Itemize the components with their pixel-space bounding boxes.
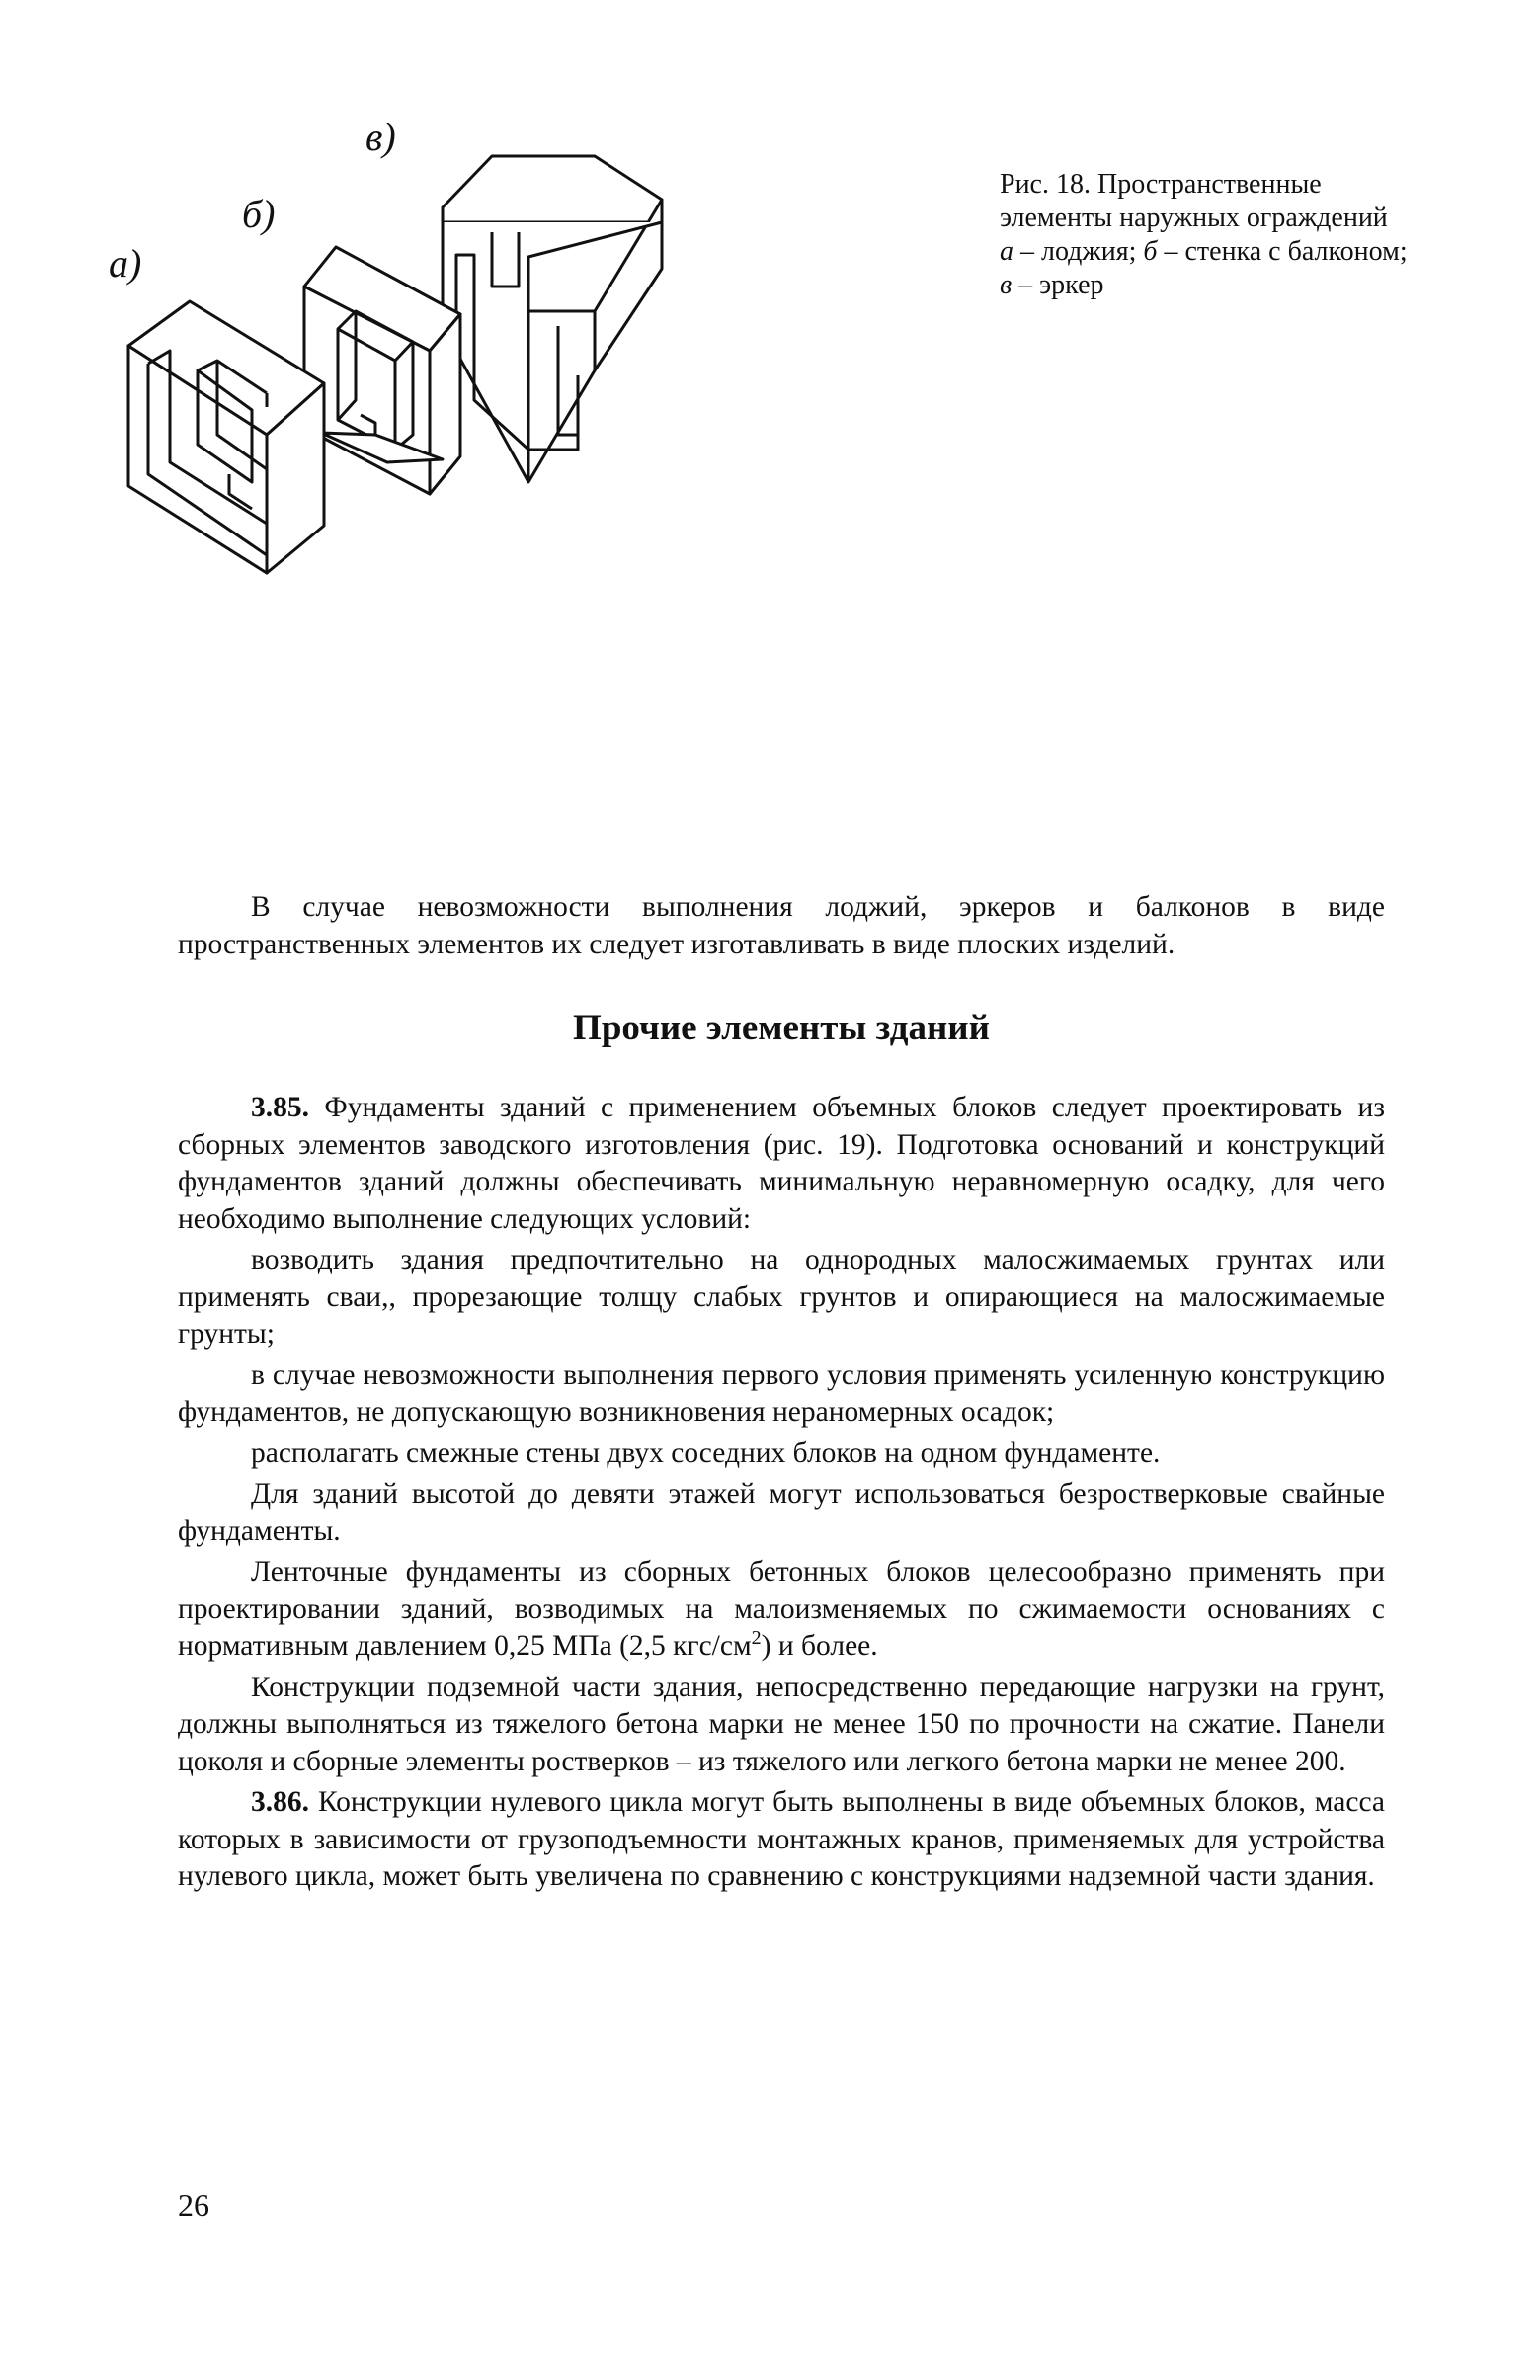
clause-3-85 (178, 1090, 1385, 1238)
section-heading: Прочие элементы зданий (573, 1008, 990, 1048)
loggia-element (128, 301, 324, 573)
figure-18-svg (109, 115, 978, 879)
strip-foundations-paragraph (178, 1554, 1385, 1666)
intro-paragraph: В случае невозможности выполнения лоджий, эркеров и балконов в виде пространственных элементов их следует изготавливать в виде плоских изделий. (178, 891, 1385, 960)
caption-title: Рис. 18. Пространственные элементы наружных ограждений (1000, 169, 1388, 233)
wall-with-balcony-element (304, 247, 460, 494)
strip-superscript: 2 (751, 1627, 762, 1650)
underground-structures-paragraph: Конструкции подземной части здания, непосредственно передающие нагрузки на грунт, должны выполняться из тяжелого бетона марки не менее 150 по прочности на сжатие. Панели цоколя и сборные элементы ростверков – из тяжелого или легкого бетона марки не менее 200. (178, 1671, 1385, 1777)
condition-item-2: в случае невозможности выполнения первого условия применять усиленную конструкцию фундаментов, не допускающую возникновения нераномерных осадок; (178, 1358, 1385, 1428)
body-text (178, 889, 1385, 1896)
legend-text-v: – эркер (1012, 270, 1104, 300)
figure-label-v: в) (365, 115, 396, 159)
page-number: 26 (178, 2187, 209, 2223)
clause-text-3-85: Фундаменты зданий с применением объемных блоков следует проектировать из сборных элементов заводского изготовления (рис. 19). Подготовка оснований и конструкций фундаментов зданий должны обеспечивать минимальную неравномерную осадку, для чего необходимо выполнение следующих условий: (178, 1092, 1385, 1235)
condition-item-3: располагать смежные стены двух соседних блоков на одном фундаменте. (251, 1436, 1161, 1469)
legend-text-b: – стенка с балконом; (1157, 236, 1408, 267)
caption-legend (1000, 235, 1415, 302)
legend-letter-b: б (1143, 236, 1158, 267)
clause-3-86 (178, 1784, 1385, 1896)
legend-letter-a: а (1000, 236, 1013, 267)
legend-letter-v: в (1000, 270, 1013, 300)
figure-label-b: б) (242, 192, 276, 236)
figure-label-a: a) (109, 241, 142, 286)
pile-foundations-paragraph: Для зданий высотой до девяти этажей могут использоваться безростверковые свайные фундаменты. (178, 1478, 1385, 1547)
clause-number-3-86: 3.86. (251, 1786, 309, 1818)
clause-text-3-86: Конструкции нулевого цикла могут быть выполнены в виде объемных блоков, масса которых в зависимости от грузоподъемности монтажных кранов, применяемых для устройства нулевого цикла, может быть увеличена по сравнению с конструкциями надземной части здания. (178, 1786, 1385, 1892)
clause-number-3-85: 3.85. (251, 1092, 309, 1123)
legend-text-a: – лоджия; (1013, 236, 1144, 267)
strip-text-b: ) и более. (761, 1630, 878, 1662)
erker-element (443, 156, 662, 482)
figure-caption (1000, 168, 1415, 302)
figure-18-drawing (109, 115, 978, 879)
condition-item-1: возводить здания предпочтительно на однородных малосжимаемых грунтах или применять сваи,, прорезающие толщу слабых грунтов и опирающиеся на малосжимаемые грунты; (178, 1244, 1385, 1350)
strip-text-a: Ленточные фундаменты из сборных бетонных блоков целесообразно применять при проектировании зданий, возводимых на малоизменяемых по сжимаемости основаниях с нормативным давлением 0,25 МПа (2,5 кгс/см (178, 1556, 1385, 1662)
